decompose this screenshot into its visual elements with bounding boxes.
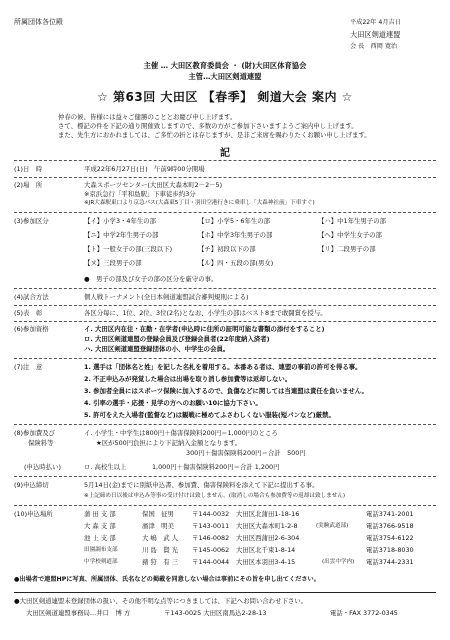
intro-line-1: 仲春の候、皆様には益々ご健勝のこととお慶び申し上げます。 <box>58 113 237 121</box>
office-contact: 豬 狩 有 三 <box>142 558 179 566</box>
footer-office: 大田区剣道連盟事務局…井口 博 方 <box>26 609 131 617</box>
category-cell: 【ロ】小学5・6年生の部 <box>198 217 271 225</box>
category-cell: 【ホ】中学3年生男子の部 <box>198 231 273 239</box>
awards-label: (5)表 彰 <box>14 309 43 317</box>
sponsors-line1: 主催 … 大田区教育委員会 ・ (財)大田区体育協会 <box>143 61 307 70</box>
category-cell: 【イ】小学3・4年生の部 <box>84 217 157 225</box>
divider <box>14 358 436 359</box>
office-phone: 電話3718-8030 <box>366 546 414 554</box>
office-branch: 中学校剣道部 <box>84 559 118 565</box>
offices-note: ●出場者で連盟HPに写真、所属団体、氏名などの掲載を同意しない場合は事前にその旨を申し出てください。 <box>14 576 320 583</box>
footer-divider <box>14 592 436 593</box>
fees-label-2: 保険料等 <box>28 439 54 447</box>
notes-line-1: 1. 選手は「団体名と姓」を記した名札を着用する。本番ある者は、連盟の事前の許可を得る事。 <box>84 363 362 371</box>
deadline-line-2: ※上記締め日以後は申込み等事の受け付けは致しません。(取消しの場合も参加費等の返却は致しません) <box>84 493 346 499</box>
office-address: 大田区本羽田3-4-15 <box>236 558 296 566</box>
category-cell: 【ル】四・五段の部(男女) <box>198 259 274 267</box>
datetime-value: 平成22年6月27日(日) 午前9時00分開場 <box>84 165 205 173</box>
office-address: 大田区北蒲田1-18-16 <box>236 510 300 518</box>
deadline-line-1: 5月14日(金)までに別紙申込書、参加費、傷害保険料を添えて下記に提出する事。 <box>84 481 319 489</box>
format-value: 個人戦トーナメント(全日本剣道連盟試合審判規則による) <box>84 293 249 301</box>
fees-label: (8)参加費及び <box>14 429 56 437</box>
office-phone: 電話3741-2001 <box>366 510 414 518</box>
venue-label: (2)場 所 <box>14 181 43 189</box>
office-note: (実験武道部) <box>316 523 349 529</box>
venue-address: 大森スポーツセンター(大田区大森本町2－2－5) <box>84 181 223 189</box>
divider <box>14 160 436 161</box>
footer-line-1: ●大田区剣道連盟未登録団体の扱い、その他不明な点等につきましては、下記へお問い合わせ下さい。 <box>14 597 308 605</box>
office-address: 大田区北千束1-8-14 <box>236 546 296 554</box>
eligibility-line-2: ロ. 大田区剣道連盟の登録会員及び登録会員者(22年度納入済者) <box>84 335 270 343</box>
category-cell: 【チ】初段以下の部 <box>198 245 256 253</box>
notes-line-5: 5. 許可をえた入場者(監督など)は観戦に極めてふさわしくない服装(短パンなど)厳禁。 <box>84 411 335 419</box>
issuer-title: 会 長 西岡 寛治 <box>350 43 398 50</box>
issue-date: 平成22年 4月吉日 <box>350 19 401 26</box>
office-branch: 池 上 支 部 <box>84 534 116 542</box>
office-address: 大田区大森本町1-2-8 <box>236 522 298 530</box>
fees-line-4: ロ. 高校生以上 1,000円＋傷害保険料200円＝合計 1,200円 <box>84 463 280 471</box>
intro-line-3: また、先生方におかれましては、ご多忙の折とは存じますが、是非ご来席を賜わりたくお願い申し上げます。 <box>58 131 371 139</box>
awards-value: 各区分毎に、1位、2位、3位(2名)となお、小学生の部はベスト8まで敢闘賞を授与。 <box>84 309 327 317</box>
notes-label: (7)注 意 <box>14 363 43 371</box>
eligibility-line-1: イ. 大田区内在住・在勤・在学者(申込時に住所の証明可能な書類の添付をすること) <box>84 325 325 333</box>
office-branch: 蒲 田 支 部 <box>84 510 116 518</box>
office-address: 大田区西蒲田2-6-304 <box>236 534 300 542</box>
divider <box>14 305 436 306</box>
footer-address: 〒143-0025 大田区南馬込2-28-13 <box>164 609 267 617</box>
eligibility-line-3: ハ. 大田区剣道連盟登録団体の小、中学生の会員。 <box>84 345 230 353</box>
eligibility-label: (6)参加資格 <box>14 325 49 333</box>
venue-access-2: ※JR大森駅東口より京急バス(大森東5丁目・羽田空港行きに乗車し「大森神社前」下車すぐ) <box>84 200 315 206</box>
notes-line-2: 2. 不正申込みが発覚した場合は出場を取り消し参加費等は返却しない。 <box>84 375 292 383</box>
category-cell: 【ト】一般女子の部(三段以下) <box>84 245 173 253</box>
addressee: 所属団体各位殿 <box>14 18 63 26</box>
fees-line-2: ★区が500円負担により下記納入金額となります。 <box>96 439 242 447</box>
ki-heading: 記 <box>220 148 230 159</box>
office-phone: 電話3766-9518 <box>366 522 414 530</box>
fees-payment-timing: (申込時払い) <box>24 463 61 471</box>
category-cell: 【ニ】中学2年生男子の部 <box>84 231 159 239</box>
divider <box>14 177 436 178</box>
format-label: (4)試合方法 <box>14 293 49 301</box>
categories-note: ● 男子の部及び女子の部の区分を厳守の事。 <box>84 275 218 283</box>
notes-line-4: 4. 引率の選手・応援・見学の方へのお願い10に協力下さい。 <box>84 399 262 407</box>
office-postcode: 〒144-0032 <box>192 510 230 518</box>
deadline-label: (9)申込締切 <box>14 481 49 489</box>
office-postcode: 〒143-0011 <box>192 522 230 530</box>
fees-line-1: イ. 小学生・中学生は800円＋傷害保険料200円＝1,000円のところ <box>84 429 278 437</box>
office-contact: 大 嶋 武 人 <box>142 534 179 542</box>
issuer-org: 大田区剣道連盟 <box>350 30 401 39</box>
office-phone: 電話3754-6122 <box>366 534 414 542</box>
divider <box>14 288 436 289</box>
intro-line-2: さて、標記の件を下記の通り開催致しますので、多数の方がご参加下さいますようご案内申し上げます。 <box>58 122 358 130</box>
office-postcode: 〒146-0082 <box>192 534 230 542</box>
office-branch: 田園調布支部 <box>84 547 118 553</box>
divider <box>14 476 436 477</box>
divider <box>14 212 436 213</box>
divider <box>14 505 436 506</box>
fees-line-3: 300円＋傷害保険料200円＝合計 500円 <box>186 449 306 457</box>
category-cell: 【リ】二段男子の部 <box>318 245 376 253</box>
office-note: (出雲中学内) <box>322 559 355 565</box>
office-contact: 保国 征男 <box>142 510 174 518</box>
divider <box>14 321 436 322</box>
category-cell: 【ハ】中1年生男子の部 <box>318 217 386 225</box>
divider <box>14 424 436 425</box>
page-title: ☆ 第63回 大田区 【春季】 剣道大会 案内 ☆ <box>97 90 353 104</box>
categories-label: (3)参加区分 <box>14 217 49 225</box>
sponsors-line2: 主管…大田区剣道連盟 <box>188 72 262 81</box>
datetime-label: (1)日 時 <box>14 165 43 173</box>
office-postcode: 〒145-0062 <box>192 546 230 554</box>
office-contact: 濱津 明美 <box>142 522 174 530</box>
offices-label: (10)申込場所 <box>14 510 53 518</box>
office-postcode: 〒144-0044 <box>192 558 230 566</box>
category-cell: 【へ】中学生女子の部 <box>318 231 382 239</box>
footer-phone: 電話・FAX 3772-0345 <box>330 609 398 617</box>
notes-line-3: 3. 参加者全員にはスポーツ保険に加入するので、負傷などに関しては当連盟は責任を負いません。 <box>84 387 368 395</box>
office-contact: 川 島 賢 光 <box>142 546 179 554</box>
office-phone: 電話3744-2331 <box>366 558 414 566</box>
category-cell: 【ヌ】三段男子の部 <box>84 259 142 267</box>
office-branch: 大 森 支 部 <box>84 522 116 530</box>
venue-access-1: ※京浜急行「平和島駅」下車徒歩約3分 <box>84 190 196 198</box>
